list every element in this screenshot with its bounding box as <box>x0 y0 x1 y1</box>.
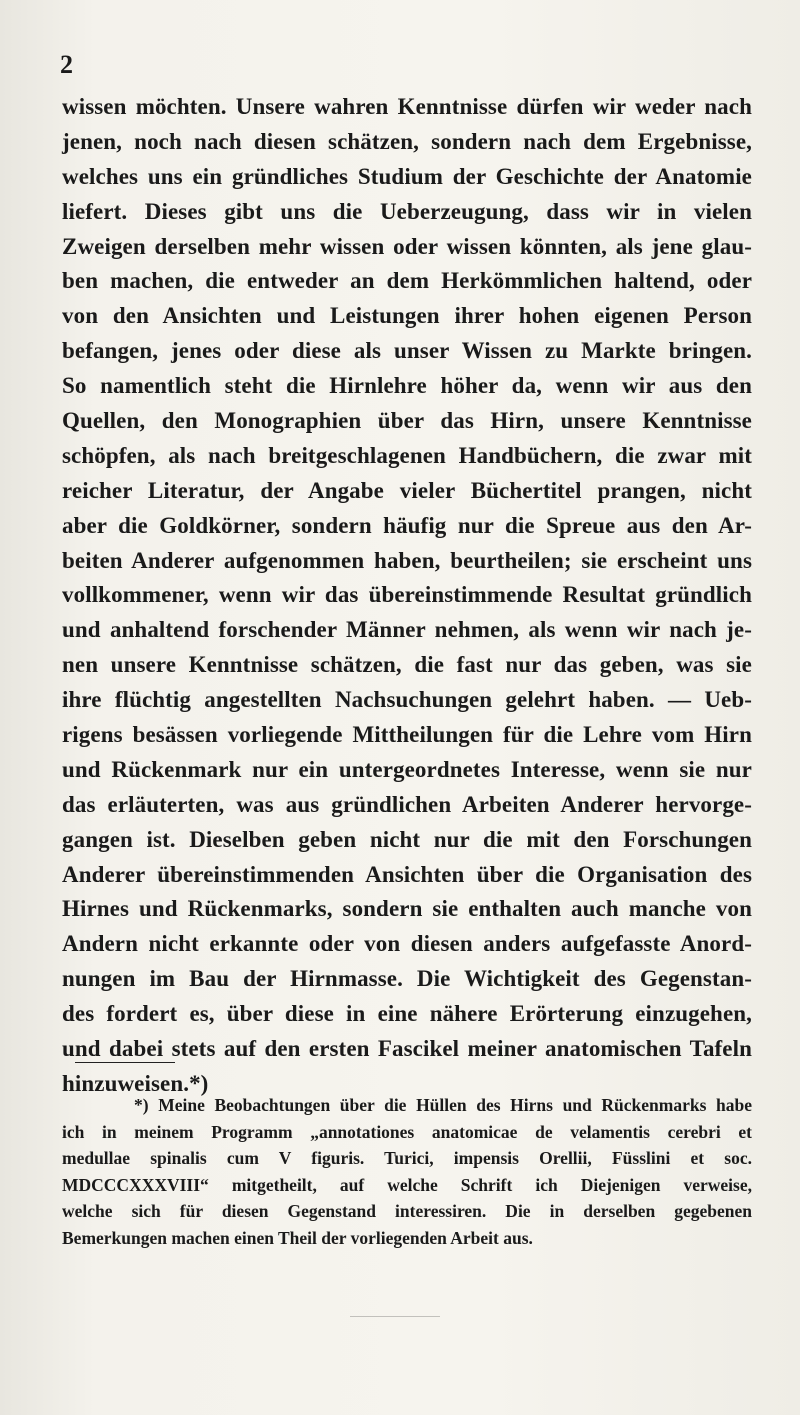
text-line: nungen im Bau der Hirnmasse. Die Wichtigkeit des Gegenstan- <box>62 966 752 992</box>
main-text-block <box>62 90 752 1102</box>
text-line: befangen, jenes oder diese als unser Wissen zu Markte bringen. <box>62 338 752 364</box>
text-line: rigens besässen vorliegende Mittheilungen für die Lehre vom Hirn <box>62 722 752 748</box>
text-line: von den Ansichten und Leistungen ihrer hohen eigenen Person <box>62 303 752 329</box>
text-line: Zweigen derselben mehr wissen oder wissen könnten, als jene glau- <box>62 233 752 259</box>
footnote-line: welche sich für diesen Gegenstand interessiren. Die in derselben gegebenen <box>62 1201 752 1222</box>
footnote-line: medullae spinalis cum V figuris. Turici, impensis Orellii, Füsslini et soc. <box>62 1148 752 1169</box>
footnote-block <box>62 1092 752 1252</box>
page-number: 2 <box>60 50 73 79</box>
text-line: reicher Literatur, der Angabe vieler Büchertitel prangen, nicht <box>62 477 752 503</box>
text-line: aber die Goldkörner, sondern häufig nur die Spreue aus den Ar- <box>62 512 752 538</box>
text-line: nen unsere Kenntnisse schätzen, die fast nur das geben, was sie <box>62 652 752 678</box>
text-line: Andern nicht erkannte oder von diesen anders aufgefasste Anord- <box>62 931 752 957</box>
footnote-line: ich in meinem Programm „annotationes anatomicae de velamentis cerebri et <box>62 1121 752 1142</box>
text-line: gangen ist. Dieselben geben nicht nur die mit den Forschungen <box>62 826 752 852</box>
footnote-line: *) Meine Beobachtungen über die Hüllen des Hirns und Rückenmarks habe <box>134 1095 752 1115</box>
text-line: beiten Anderer aufgenommen haben, beurtheilen; sie erscheint uns <box>62 547 752 573</box>
text-line: So namentlich steht die Hirnlehre höher da, wenn wir aus den <box>62 373 752 399</box>
footnote-divider <box>75 1062 175 1063</box>
footnote-line: Bemerkungen machen einen Theil der vorliegenden Arbeit aus. <box>62 1227 533 1248</box>
footnote-line: MDCCCXXXVIII“ mitgetheilt, auf welche Schrift ich Diejenigen verweise, <box>62 1174 752 1195</box>
text-line: schöpfen, als nach breitgeschlagenen Handbüchern, die zwar mit <box>62 442 752 468</box>
text-line: Hirnes und Rückenmarks, sondern sie enthalten auch manche von <box>62 896 752 922</box>
text-line: vollkommener, wenn wir das übereinstimmende Resultat gründlich <box>62 582 752 608</box>
text-line: liefert. Dieses gibt uns die Ueberzeugung, dass wir in vielen <box>62 198 752 224</box>
text-line: das erläuterten, was aus gründlichen Arbeiten Anderer hervorge- <box>62 791 752 817</box>
text-line: Quellen, den Monographien über das Hirn, unsere Kenntnisse <box>62 408 752 434</box>
text-line: jenen, noch nach diesen schätzen, sondern nach dem Ergebnisse, <box>62 128 752 154</box>
text-line: wissen möchten. Unsere wahren Kenntnisse dürfen wir weder nach <box>62 94 752 119</box>
show-through-rule <box>350 1316 440 1317</box>
text-line: hinzuweisen.*) <box>62 1070 209 1096</box>
text-line: ben machen, die entweder an dem Herkömmlichen haltend, oder <box>62 268 752 294</box>
text-line: welches uns ein gründliches Studium der Geschichte der Anatomie <box>62 163 752 189</box>
text-line: Anderer übereinstimmenden Ansichten über die Organisation des <box>62 861 752 887</box>
text-line: des fordert es, über diese in eine nähere Erörterung einzugehen, <box>62 1001 752 1027</box>
text-line: ihre flüchtig angestellten Nachsuchungen gelehrt haben. — Ueb- <box>62 687 752 713</box>
text-line: und dabei stets auf den ersten Fascikel meiner anatomischen Tafeln <box>62 1036 752 1062</box>
text-line: und Rückenmark nur ein untergeordnetes Interesse, wenn sie nur <box>62 756 752 782</box>
text-line: und anhaltend forschender Männer nehmen, als wenn wir nach je- <box>62 617 752 643</box>
